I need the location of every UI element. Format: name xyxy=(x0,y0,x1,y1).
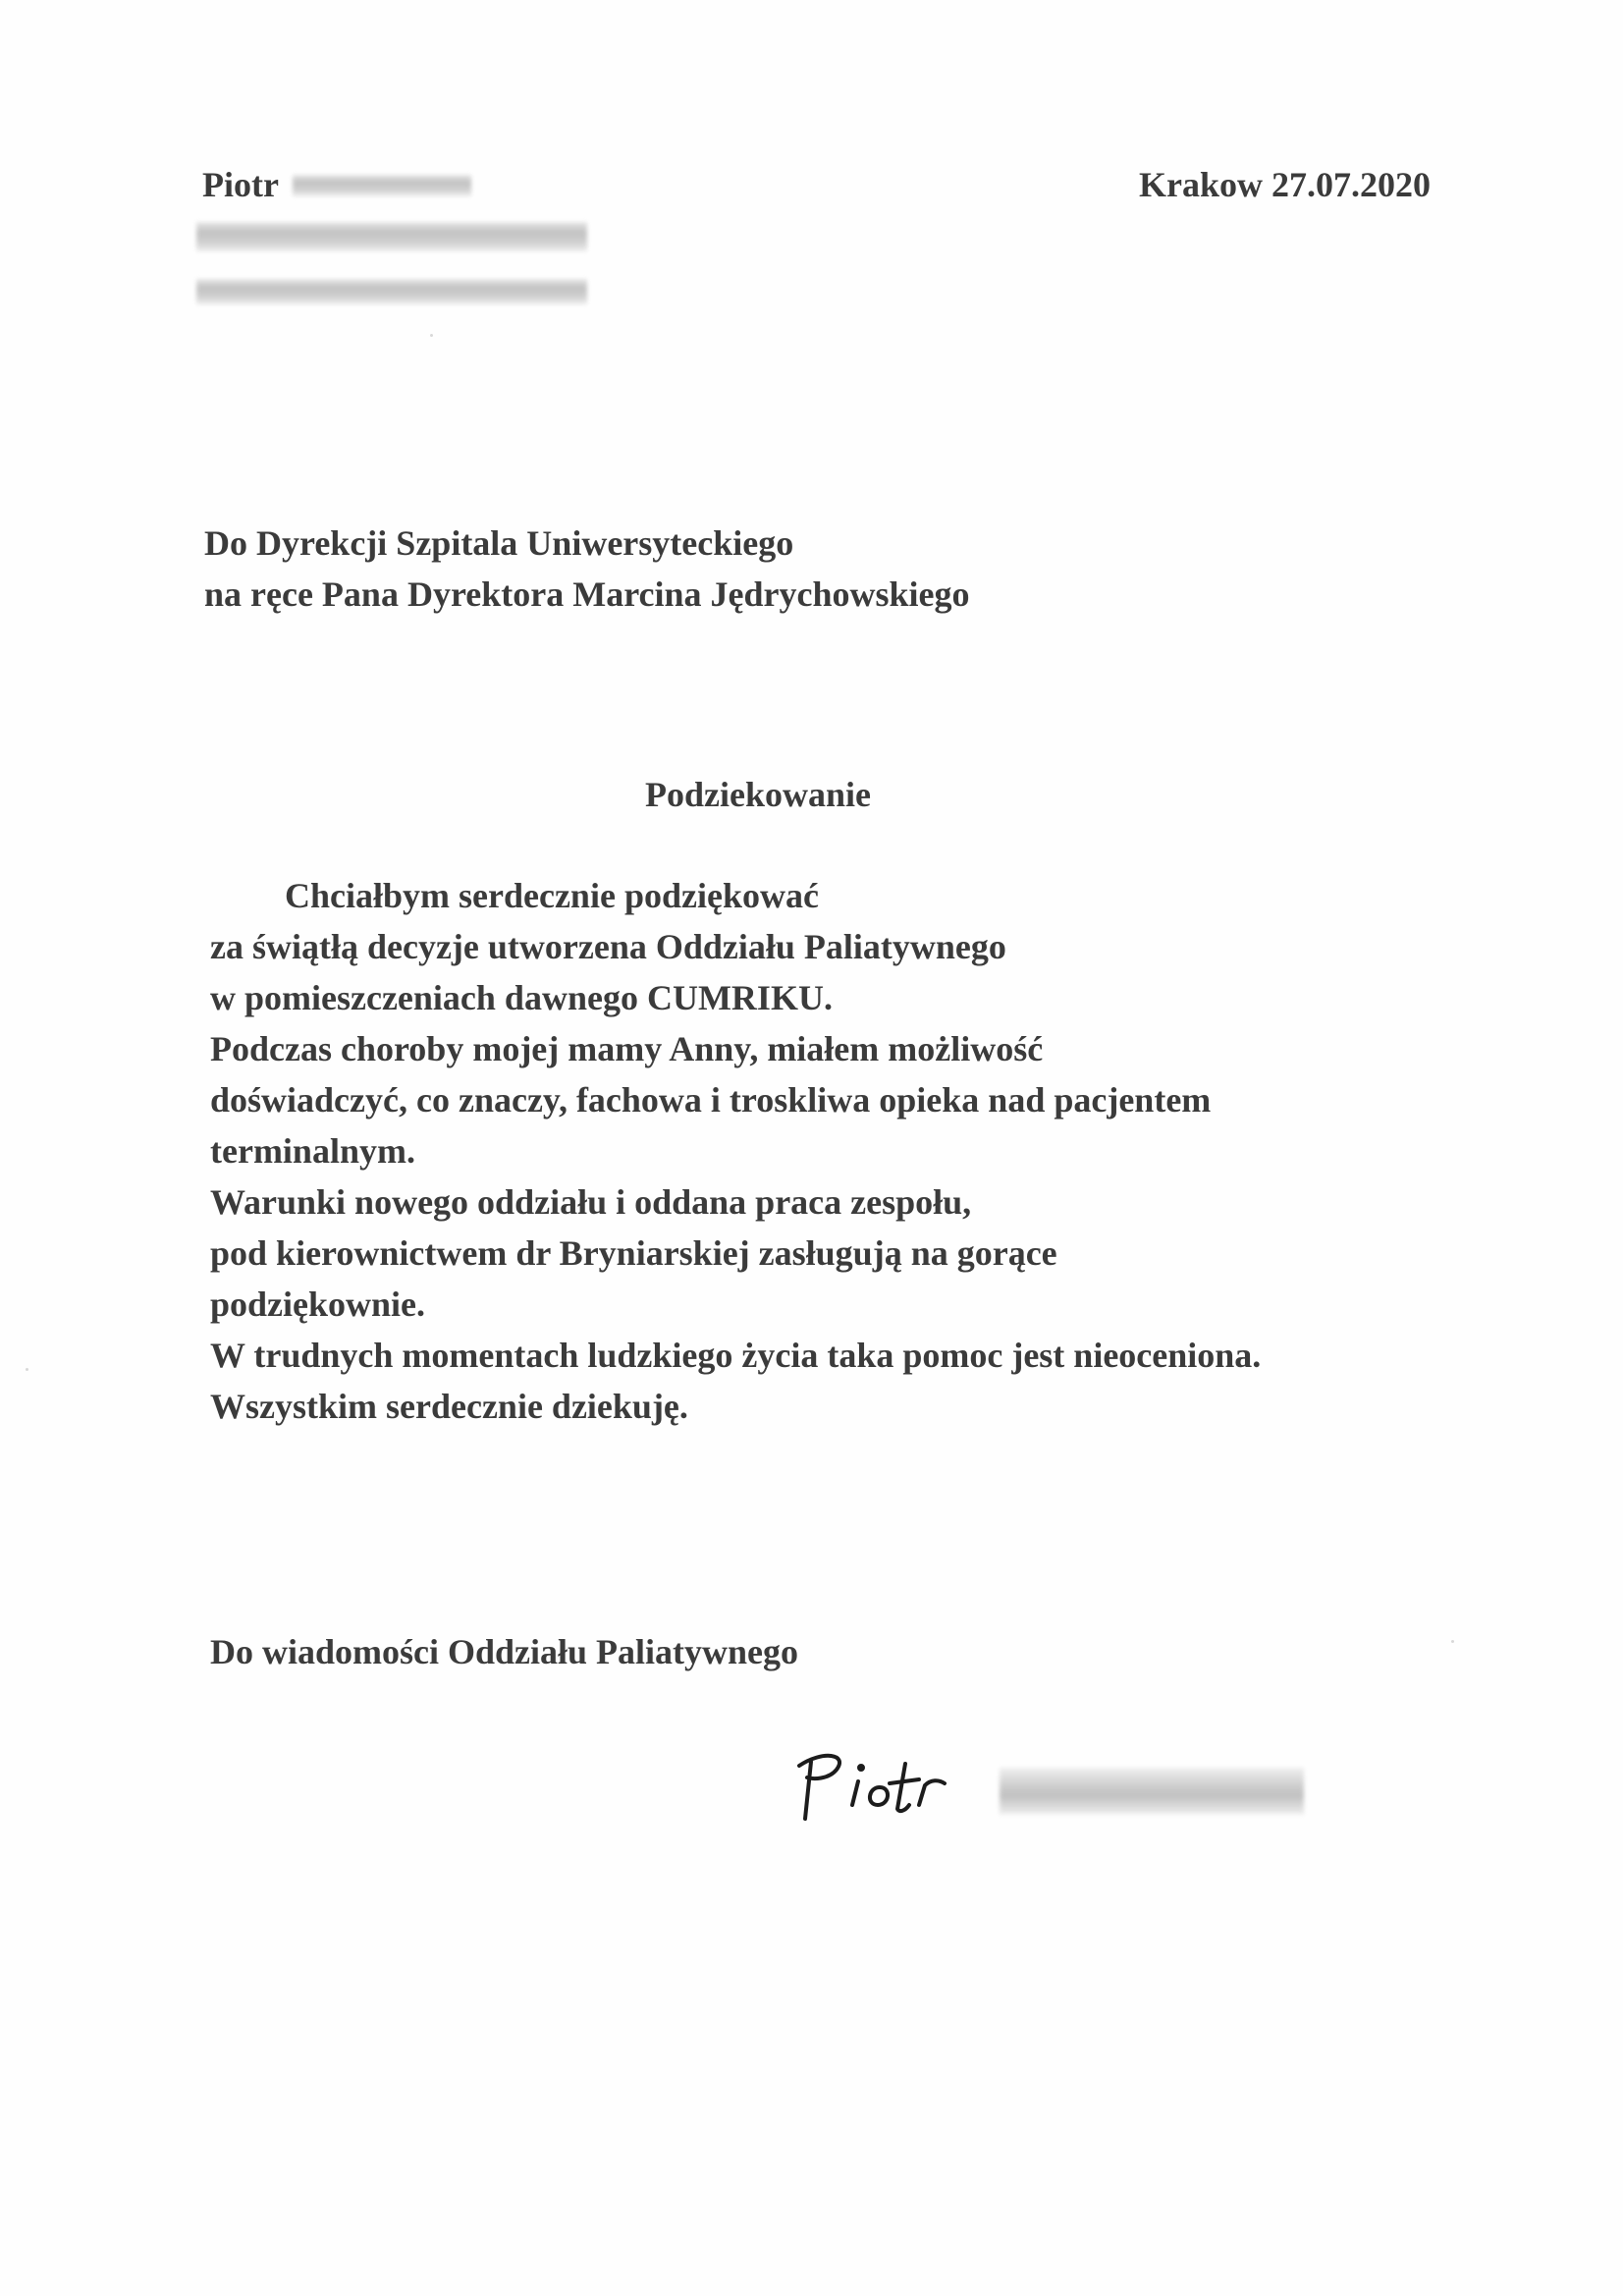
scan-speck xyxy=(1451,1640,1454,1643)
body-line: za świątłą decyzje utworzena Oddziału Paliatywnego xyxy=(210,927,1006,966)
scan-speck xyxy=(26,1368,28,1371)
letter-body xyxy=(210,870,1261,1432)
body-line: doświadczyć, co znaczy, fachowa i troskliwa opieka nad pacjentem xyxy=(210,1080,1212,1120)
body-line: Warunki nowego oddziału i oddana praca zespołu, xyxy=(210,1182,972,1222)
body-line: Chciałbym serdecznie podziękować xyxy=(285,876,819,915)
cc-line: Do wiadomości Oddziału Paliatywnego xyxy=(210,1632,799,1671)
handwritten-signature xyxy=(793,1740,990,1829)
body-line: podziękownie. xyxy=(210,1285,426,1324)
body-line: w pomieszczeniach dawnego CUMRIKU. xyxy=(210,978,833,1017)
redacted-sender-address-line-1 xyxy=(196,222,587,251)
body-line: Podczas choroby mojej mamy Anny, miałem możliwość xyxy=(210,1029,1044,1068)
body-line: pod kierownictwem dr Bryniarskiej zasługują na gorące xyxy=(210,1233,1057,1273)
redacted-sender-surname xyxy=(293,175,471,196)
recipient-line-1: Do Dyrekcji Szpitala Uniwersyteckiego xyxy=(204,523,794,563)
scan-speck xyxy=(430,334,433,337)
sender-first-name: Piotr xyxy=(202,165,279,204)
body-line: Wszystkim serdecznie dziekuję. xyxy=(210,1387,688,1426)
redacted-signature-surname xyxy=(1000,1768,1304,1815)
letter-title: Podziekowanie xyxy=(645,775,871,814)
place-date: Krakow 27.07.2020 xyxy=(1139,165,1431,204)
body-line: W trudnych momentach ludzkiego życia taka pomoc jest nieoceniona. xyxy=(210,1336,1262,1375)
redacted-sender-address-line-2 xyxy=(196,279,587,304)
body-line: terminalnym. xyxy=(210,1131,415,1171)
recipient-line-2: na ręce Pana Dyrektora Marcina Jędrychowskiego xyxy=(204,574,970,614)
